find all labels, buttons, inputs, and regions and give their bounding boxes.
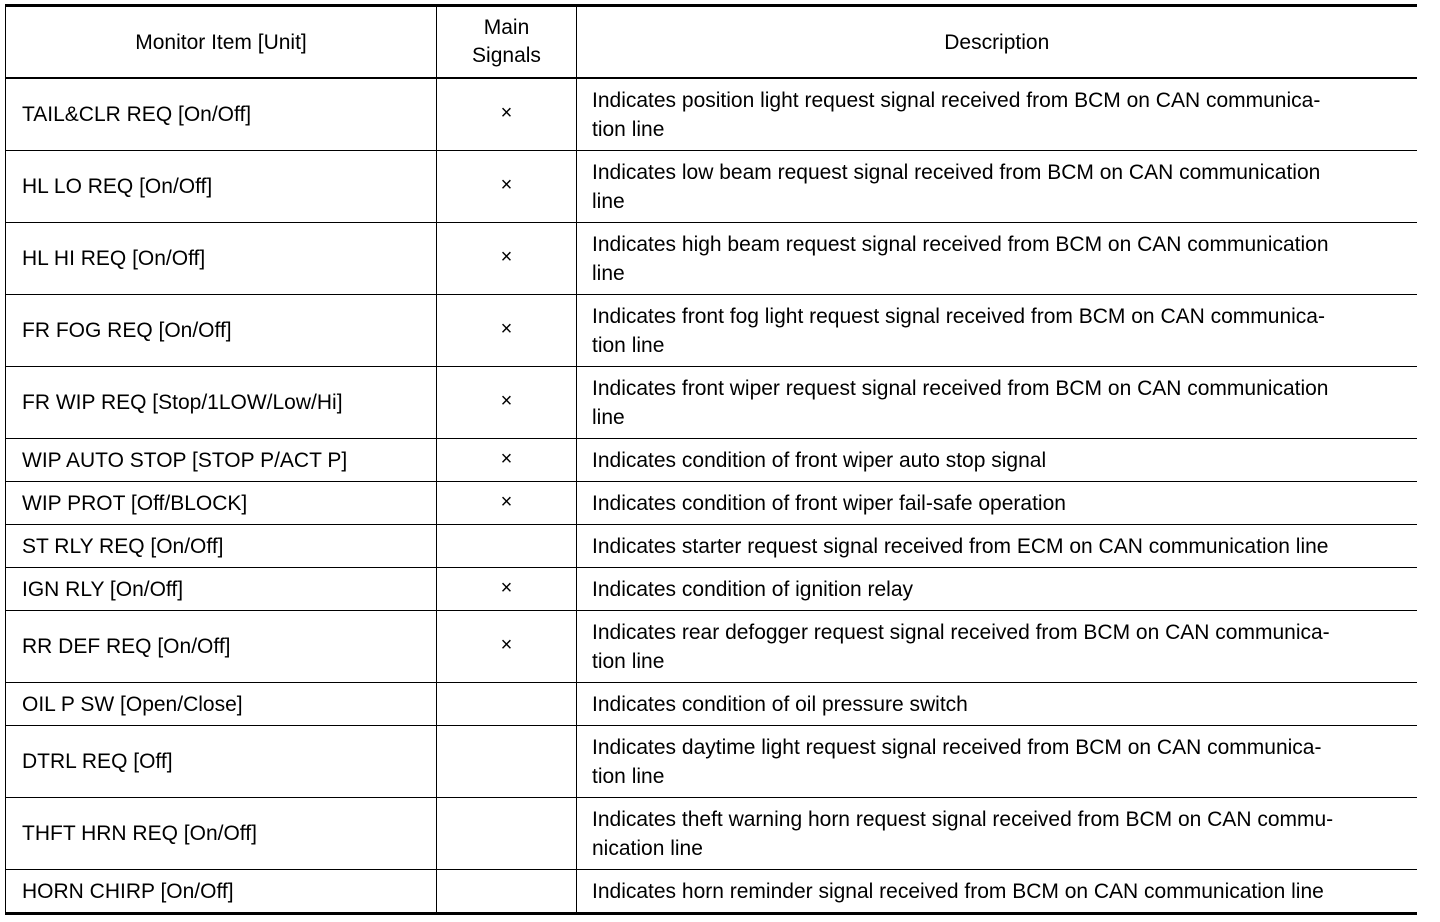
table-row <box>6 482 1417 525</box>
monitor-item-cell: HORN CHIRP [On/Off] <box>6 870 437 914</box>
table-row <box>6 870 1417 914</box>
header-main-signals-label: Main Signals <box>472 16 541 67</box>
main-signal-cell <box>437 223 577 295</box>
main-signal-cell <box>437 525 577 568</box>
main-signal-cell <box>437 870 577 914</box>
table-header-row <box>6 6 1417 79</box>
table-row <box>6 726 1417 798</box>
monitor-item-cell: TAIL&CLR REQ [On/Off] <box>6 78 437 151</box>
description-cell: Indicates rear defogger request signal received from BCM on CAN communica- tion line <box>577 611 1417 683</box>
table-row <box>6 78 1417 151</box>
main-signal-cell <box>437 568 577 611</box>
main-signal-mark: × <box>500 102 513 124</box>
description-cell: Indicates high beam request signal received from BCM on CAN communication line <box>577 223 1417 295</box>
description-cell: Indicates condition of ignition relay <box>577 568 1417 611</box>
main-signal-cell <box>437 683 577 726</box>
table-row <box>6 439 1417 482</box>
table-row <box>6 151 1417 223</box>
table-body <box>6 78 1417 914</box>
main-signal-cell <box>437 78 577 151</box>
table-row <box>6 798 1417 870</box>
table-row <box>6 568 1417 611</box>
monitor-item-cell: THFT HRN REQ [On/Off] <box>6 798 437 870</box>
main-signal-cell <box>437 611 577 683</box>
main-signal-cell <box>437 798 577 870</box>
monitor-item-cell: WIP AUTO STOP [STOP P/ACT P] <box>6 439 437 482</box>
monitor-item-cell: DTRL REQ [Off] <box>6 726 437 798</box>
main-signal-cell <box>437 367 577 439</box>
main-signal-mark: × <box>500 174 513 196</box>
description-cell: Indicates condition of oil pressure switch <box>577 683 1417 726</box>
table-row <box>6 525 1417 568</box>
table-row <box>6 611 1417 683</box>
main-signal-mark: × <box>500 447 513 470</box>
description-cell: Indicates theft warning horn request signal received from BCM on CAN commu- nication line <box>577 798 1417 870</box>
header-description: Description <box>577 6 1417 79</box>
main-signal-cell <box>437 482 577 525</box>
main-signal-mark: × <box>500 246 513 268</box>
table-row <box>6 295 1417 367</box>
main-signal-mark: × <box>500 634 513 656</box>
main-signal-mark: × <box>500 490 513 513</box>
monitor-item-cell: RR DEF REQ [On/Off] <box>6 611 437 683</box>
monitor-item-cell: ST RLY REQ [On/Off] <box>6 525 437 568</box>
description-cell: Indicates front wiper request signal received from BCM on CAN communication line <box>577 367 1417 439</box>
monitor-item-cell: FR WIP REQ [Stop/1LOW/Low/Hi] <box>6 367 437 439</box>
main-signal-mark: × <box>500 576 513 599</box>
monitor-item-cell: OIL P SW [Open/Close] <box>6 683 437 726</box>
description-cell: Indicates daytime light request signal received from BCM on CAN communica- tion line <box>577 726 1417 798</box>
description-cell: Indicates horn reminder signal received from BCM on CAN communication line <box>577 870 1417 914</box>
main-signal-mark: × <box>500 318 513 340</box>
description-cell: Indicates condition of front wiper auto stop signal <box>577 439 1417 482</box>
description-cell: Indicates condition of front wiper fail-safe operation <box>577 482 1417 525</box>
monitor-item-cell: FR FOG REQ [On/Off] <box>6 295 437 367</box>
monitor-item-cell: HL HI REQ [On/Off] <box>6 223 437 295</box>
monitor-item-cell: WIP PROT [Off/BLOCK] <box>6 482 437 525</box>
header-monitor-item: Monitor Item [Unit] <box>6 6 437 79</box>
description-cell: Indicates low beam request signal received from BCM on CAN communication line <box>577 151 1417 223</box>
monitor-item-cell: IGN RLY [On/Off] <box>6 568 437 611</box>
main-signal-cell <box>437 439 577 482</box>
monitor-item-cell: HL LO REQ [On/Off] <box>6 151 437 223</box>
header-main-signals <box>437 6 577 79</box>
main-signal-cell <box>437 151 577 223</box>
main-signal-mark: × <box>500 390 513 412</box>
table-row <box>6 683 1417 726</box>
description-cell: Indicates starter request signal received from ECM on CAN communication line <box>577 525 1417 568</box>
main-signal-cell <box>437 726 577 798</box>
monitor-item-table <box>5 4 1417 915</box>
table-row <box>6 367 1417 439</box>
description-cell: Indicates front fog light request signal received from BCM on CAN communica- tion line <box>577 295 1417 367</box>
main-signal-cell <box>437 295 577 367</box>
description-cell: Indicates position light request signal received from BCM on CAN communica- tion line <box>577 78 1417 151</box>
table-row <box>6 223 1417 295</box>
